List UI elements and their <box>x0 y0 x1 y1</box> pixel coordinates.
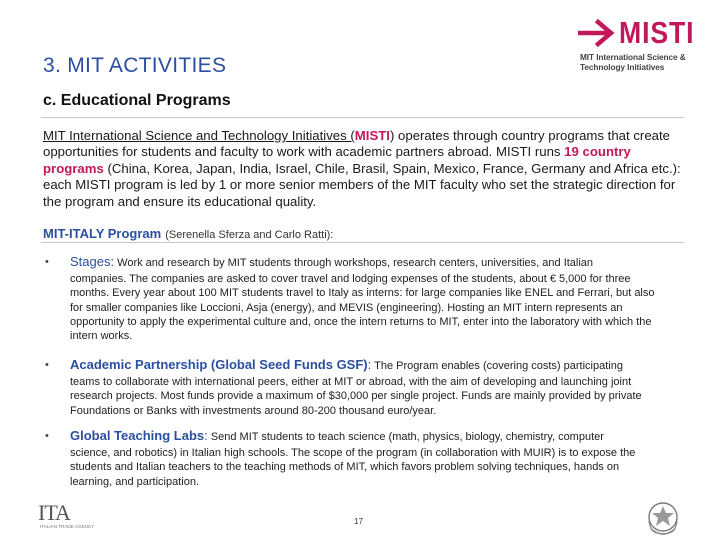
bullet-heading: Global Teaching Labs <box>70 428 205 443</box>
bullet-lead-line <box>70 255 688 270</box>
logo-wordmark: MISTI <box>619 15 695 50</box>
bullet-lead-line <box>70 429 688 444</box>
bullet-lead-text: The Program enables (covering costs) participating <box>371 360 623 372</box>
bullet-heading: Academic Partnership (Global Seed Funds GSF) <box>70 357 368 372</box>
section-heading <box>43 226 333 241</box>
bullet-lead-line <box>70 358 688 373</box>
bullet-lead-text: Work and research by MIT students through workshops, research centers, universities, and Italian <box>114 257 594 269</box>
intro-paragraph <box>43 128 688 210</box>
intro-count-label: country programs <box>43 144 631 176</box>
italian-emblem-icon <box>646 499 680 537</box>
intro-count: 19 <box>564 144 579 160</box>
intro-acronym: MISTI <box>354 128 390 143</box>
section-leaders: (Serenella Sferza and Carlo Ratti): <box>165 229 334 241</box>
slide-title: 3. MIT ACTIVITIES <box>43 54 227 77</box>
misti-logo <box>578 14 708 76</box>
bullet-body: science, and robotics) in Italian high schools. The scope of the program (in collaboration with MUIR) is to expose the students and Italian teachers to the teaching methods of MIT, which favors problem solving techniques, hands on learning, and participation. <box>70 447 636 488</box>
page-number: 17 <box>354 517 363 526</box>
arrow-icon <box>578 18 618 48</box>
bullet-colon: : <box>204 428 208 443</box>
ita-logo <box>38 500 100 536</box>
bullet-lead-text: Send MIT students to teach science (math, physics, biology, chemistry, computer <box>207 431 604 443</box>
ita-caption: ITALIAN TRADE AGENCY <box>40 524 95 529</box>
section-label: MIT-ITALY Program <box>43 226 162 241</box>
intro-text-2: ) operates through country programs that create opportunities for students and faculty to work with academic partners abroad. MISTI runs <box>43 128 670 160</box>
ita-mark: ITA <box>38 500 70 525</box>
logo-subtitle <box>580 52 710 72</box>
slide-subtitle: c. Educational Programs <box>43 92 231 109</box>
bullet-body: teams to collaborate with international peers, either at MIT or abroad, with the aim of developing and launching joint research projects. Most funds provide a maximum of $30,000 per single project. Funds are mainly provided by private Foundations or Banks with investments around 80-200 thousand euro/year. <box>70 376 642 417</box>
logo-subline-1: MIT International Science & <box>580 52 686 62</box>
bullet-colon: : <box>110 254 115 269</box>
intro-text-3: (China, Korea, Japan, India, Israel, Chile, Brasil, Spain, Mexico, France, Germany and Africa etc.): each MISTI program is led by 1 or more senior members of the MIT faculty who set the strategic direction for the program and ensure its educational quality. <box>43 160 681 209</box>
bullet-marker: • <box>45 359 49 371</box>
bullet-colon: : <box>367 357 372 372</box>
bullet-heading: Stages <box>70 254 111 269</box>
logo-subline-2: Technology Initiatives <box>580 62 665 72</box>
intro-org-name: MIT International Science and Technology Initiatives ( <box>43 128 355 143</box>
bullet-marker: • <box>45 430 49 442</box>
divider-top <box>41 117 684 118</box>
bullet-marker: • <box>45 256 49 268</box>
bullet-body: companies. The companies are asked to cover travel and lodging expenses of the students, about € 5,000 for three months. Every year about 100 MIT students travel to Italy as interns: for large companies like ENEL and Ferrari, but also for smaller companies like Loccioni, Asja (energy), and MEVIS (engineering). Hosting an MIT intern represents an opportunity to apply the experimental culture and, once the intern returns to MIT, enter into the laboratory with which the intern works. <box>70 273 655 343</box>
divider-section <box>41 242 684 243</box>
